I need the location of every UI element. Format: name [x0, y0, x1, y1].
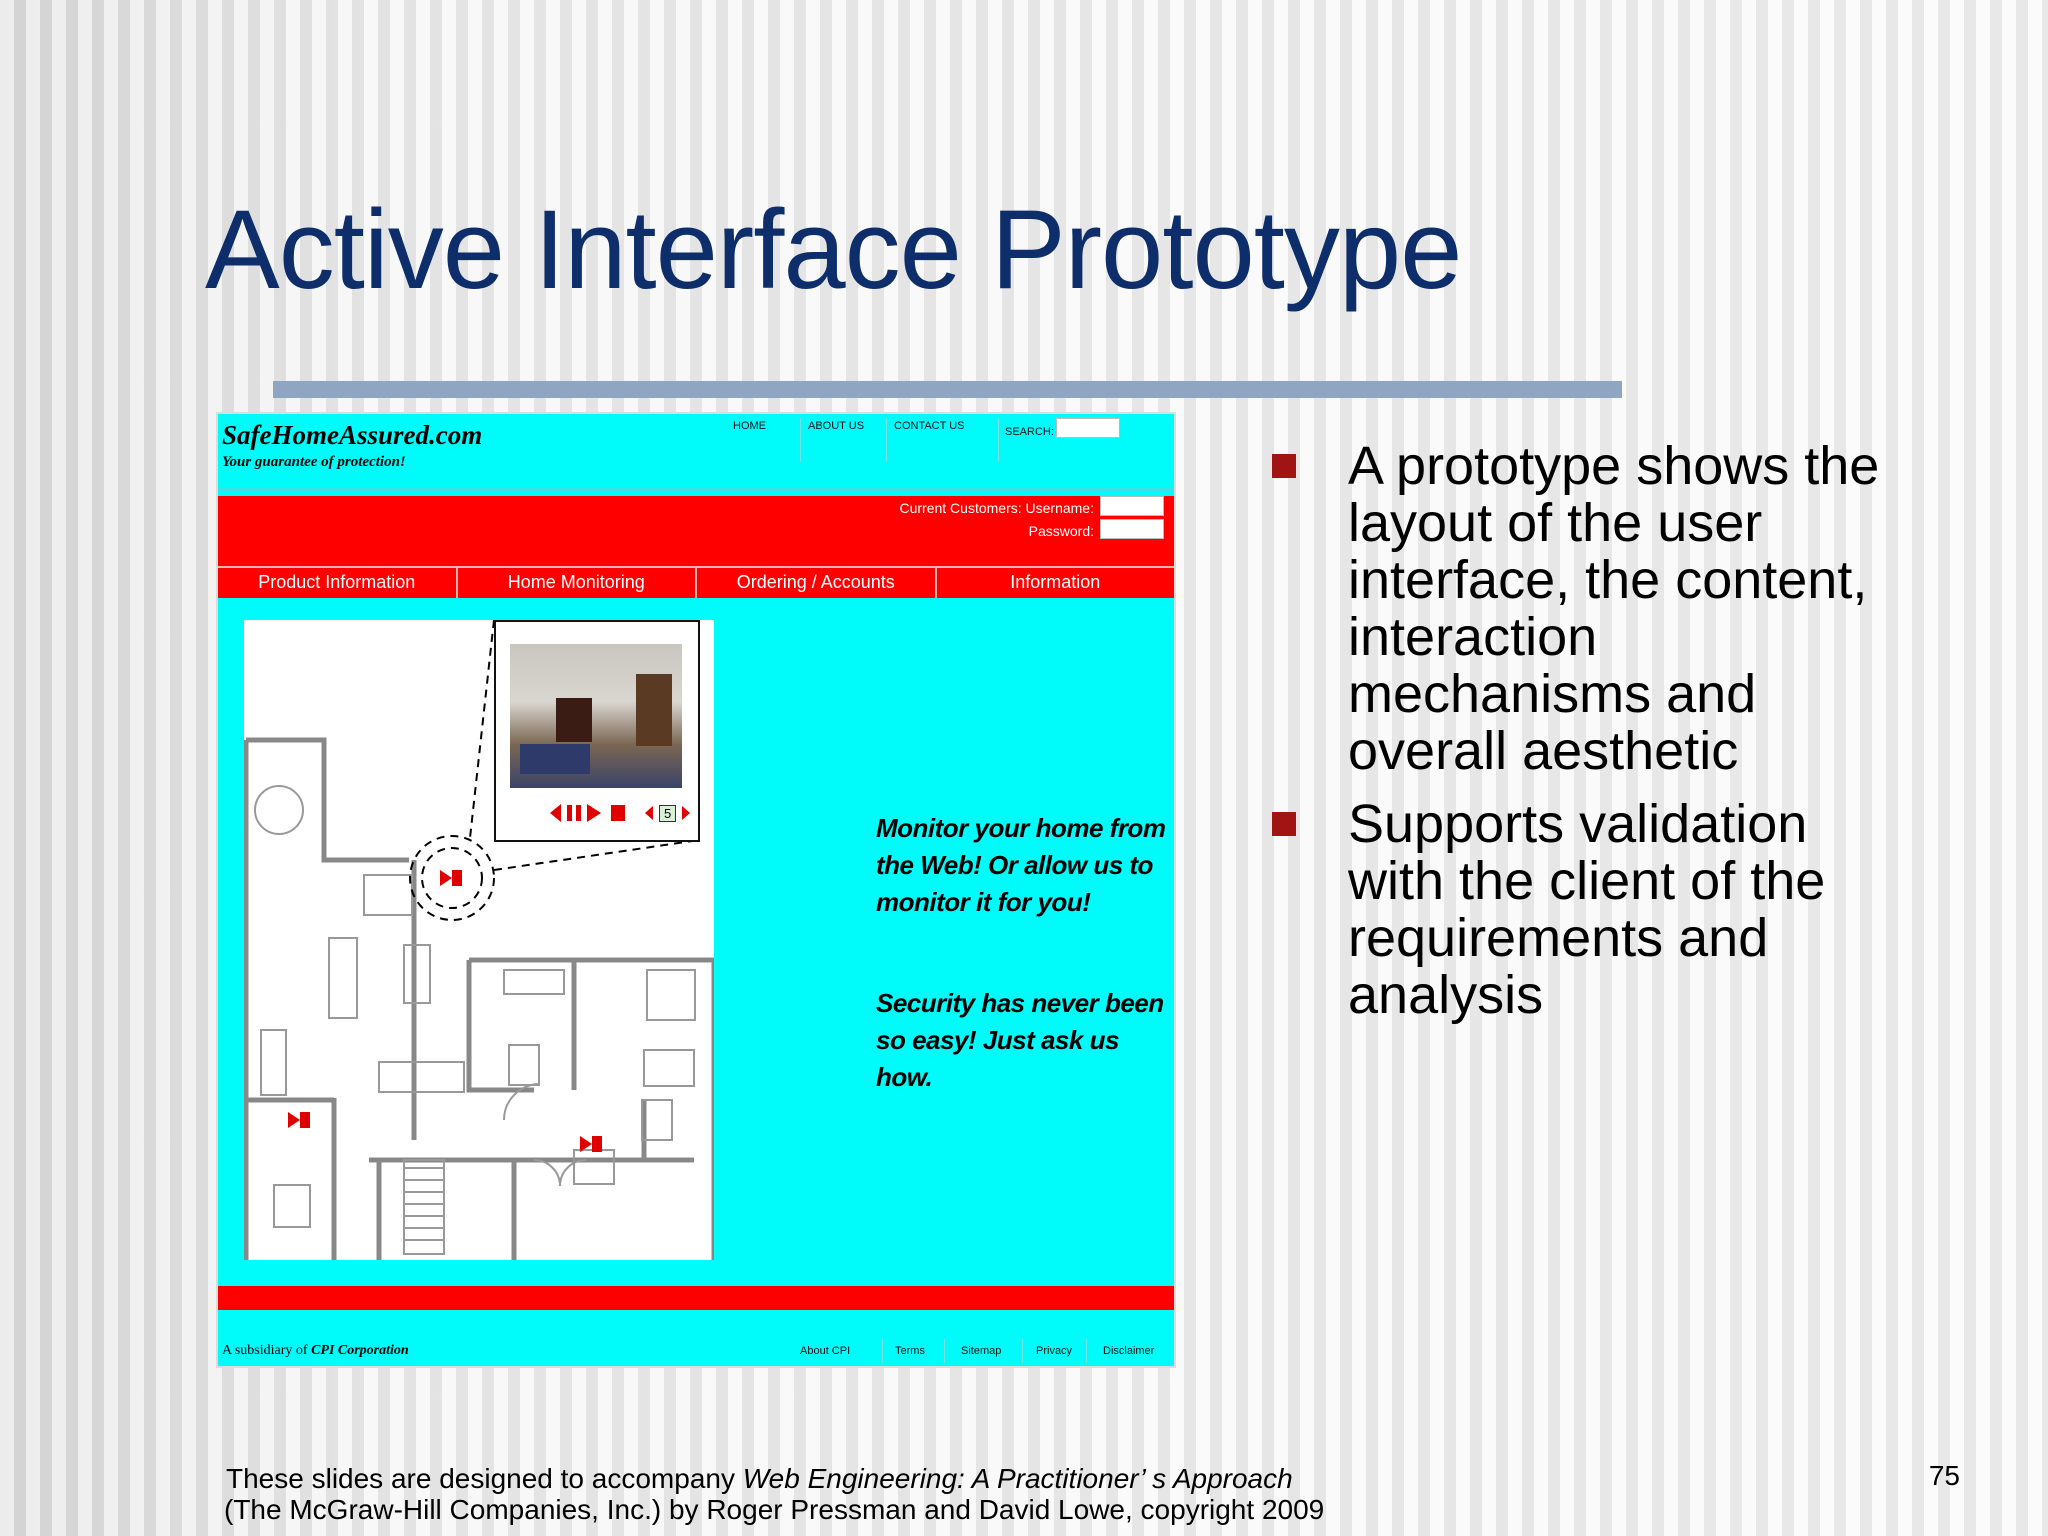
username-input[interactable] [1100, 496, 1164, 516]
site-tagline: Your guarantee of protection! [222, 454, 406, 470]
nav-about-us[interactable]: ABOUT US [808, 420, 865, 432]
slide-title: Active Interface Prototype [205, 187, 1462, 312]
footer-company-name: CPI Corporation [311, 1343, 409, 1358]
bullet-marker [1272, 812, 1296, 836]
camera-view-panel [494, 620, 700, 842]
next-camera-icon[interactable] [682, 806, 690, 820]
password-label: Password: [1028, 523, 1094, 539]
nav-home[interactable]: HOME [733, 420, 766, 432]
footer-separator [944, 1339, 945, 1363]
footer-company [222, 1343, 409, 1359]
footer-separator [1086, 1339, 1087, 1363]
rewind-icon[interactable] [550, 804, 561, 822]
camera-feed-image [510, 644, 682, 788]
nav-separator [998, 418, 999, 462]
fast-forward-icon[interactable] [587, 804, 601, 822]
nav-separator [886, 418, 887, 462]
title-rule [273, 381, 1622, 398]
footer-book-title: Web Engineering: A Practitioner’ s Approach [742, 1463, 1293, 1494]
footer-link-privacy[interactable]: Privacy [1036, 1345, 1073, 1357]
bullet-text: A prototype shows the layout of the user interface, the content, interaction mechanisms and overall aesthetic [1348, 436, 1880, 781]
nav-separator [800, 418, 801, 462]
footer-separator [1022, 1339, 1023, 1363]
prev-camera-icon[interactable] [645, 806, 653, 820]
bullet-marker [1272, 454, 1296, 478]
footer-link-sitemap[interactable]: Sitemap [961, 1345, 1002, 1357]
main-nav [218, 566, 1174, 598]
footer-link-about[interactable]: About CPI [800, 1345, 851, 1357]
floor-plan [244, 620, 714, 1260]
pause-icon[interactable] [567, 805, 581, 821]
site-logo[interactable]: SafeHomeAssured.com [222, 420, 483, 450]
login-bar [218, 496, 1174, 576]
username-label: Current Customers: Username: [899, 500, 1094, 516]
stop-icon[interactable] [611, 805, 625, 821]
website-prototype [218, 414, 1174, 1366]
footer-link-terms[interactable]: Terms [895, 1345, 925, 1357]
nav-contact-us[interactable]: CONTACT US [894, 420, 965, 432]
footer-credit: (The McGraw-Hill Companies, Inc.) by Roger Pressman and David Lowe, copyright 2009 [224, 1494, 1325, 1525]
promo-text-2: Security has never been so easy! Just ask us how. [876, 988, 1164, 1092]
page-number: 75 [1928, 1460, 1960, 1491]
promo-text-1: Monitor your home from the Web! Or allow us to monitor it for you! [876, 813, 1166, 917]
footer-prefix: A subsidiary of [222, 1343, 312, 1358]
tab-ordering-accounts[interactable]: Ordering / Accounts [697, 568, 937, 598]
bullet-text: Supports validation with the client of the requirements and analysis [1348, 794, 1826, 1025]
camera-controls [550, 804, 690, 822]
footer-separator [882, 1339, 883, 1363]
slide-footer [226, 1464, 1293, 1493]
camera-counter: 5 [659, 805, 676, 822]
tab-information[interactable]: Information [1010, 572, 1101, 592]
search-label: SEARCH: [1005, 426, 1054, 438]
header-divider [218, 488, 1174, 491]
search-input[interactable] [1056, 418, 1120, 438]
password-input[interactable] [1100, 519, 1164, 539]
footer-bar [218, 1286, 1174, 1310]
tab-product-information[interactable]: Product Information [218, 568, 458, 598]
tab-home-monitoring[interactable]: Home Monitoring [458, 568, 698, 598]
footer-link-disclaimer[interactable]: Disclaimer [1103, 1345, 1155, 1357]
footer-plain: These slides are designed to accompany [226, 1463, 743, 1494]
